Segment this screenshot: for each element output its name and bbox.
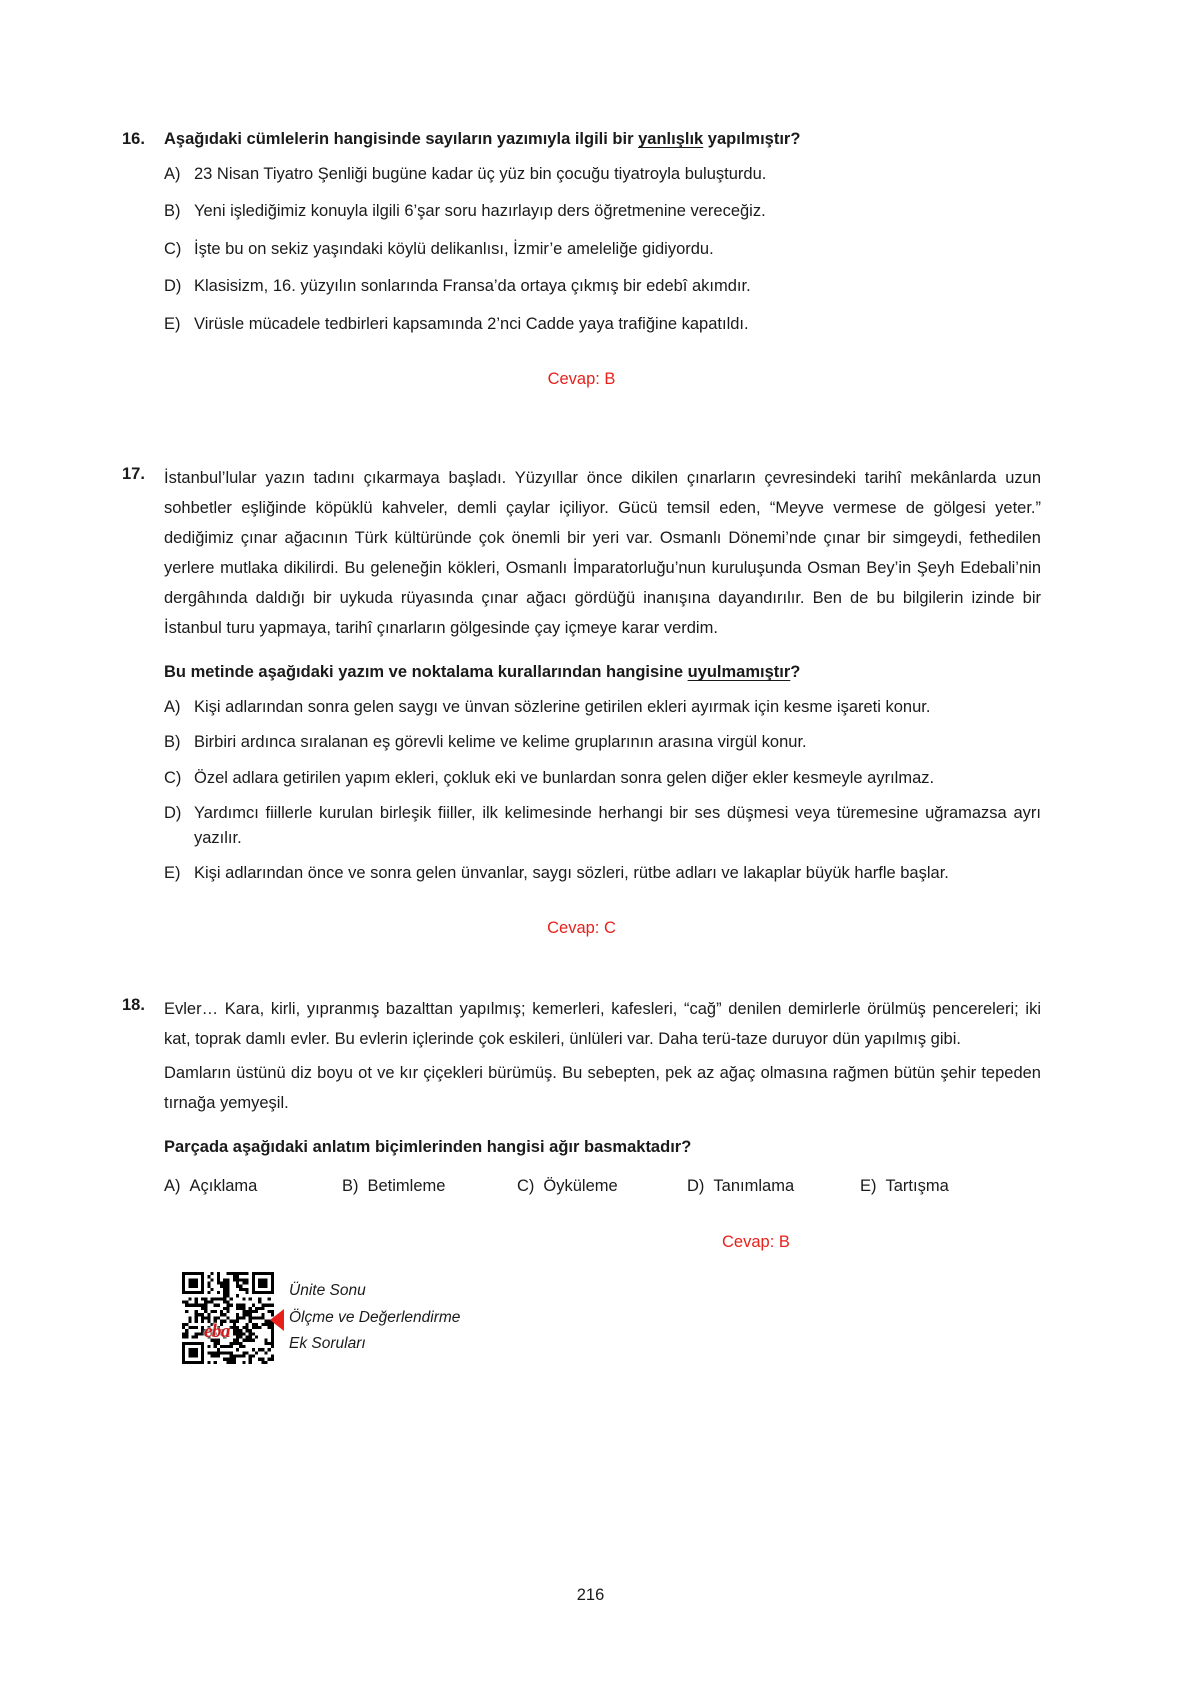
option-b-letter: B) (164, 202, 181, 221)
question-16 (122, 128, 1041, 389)
option-a-text: Kişi adlarından sonra gelen saygı ve ünvan sözlerine getirilen ekleri ayırmak için kesme işareti konur. (194, 697, 931, 716)
option-a-text: Açıklama (189, 1177, 258, 1196)
option-a-letter: A) (164, 164, 181, 183)
option-d[interactable] (164, 274, 1041, 298)
option-c[interactable] (164, 766, 1041, 790)
option-a-text: 23 Nisan Tiyatro Şenliği bugüne kadar üç yüz bin çocuğu tiyatroyla buluşturdu. (194, 164, 767, 183)
question-18-passage-2: Damların üstünü diz boyu ot ve kır çiçekleri bürümüş. Bu sebepten, pek az ağaç olmasına rağmen bütün şehir tepeden tırnağa yemyeşil. (164, 1064, 1041, 1113)
option-d-text: Yardımcı fiillerle kurulan birleşik fiiller, ilk kelimesinde herhangi bir ses düşmesi veya türemesine uğramazsa ayrı yazılır. (194, 804, 1041, 847)
option-c-letter: C) (517, 1177, 535, 1196)
question-17-stem-keyword: uyulmamıştır (687, 663, 791, 682)
option-b[interactable] (164, 730, 1041, 754)
option-c[interactable] (164, 237, 1041, 261)
option-c-letter: C) (164, 768, 182, 787)
option-d[interactable] (687, 1174, 860, 1199)
qr-footer-line-1: Ünite Sonu (289, 1282, 366, 1300)
option-e-letter: E) (860, 1177, 877, 1196)
option-e-letter: E) (164, 314, 181, 333)
qr-footer-lines (289, 1278, 460, 1358)
question-16-options (164, 162, 1041, 336)
option-a[interactable] (164, 1174, 342, 1199)
question-16-stem (164, 128, 1041, 152)
question-16-stem-post: yapılmıştır? (703, 130, 801, 148)
question-17-stem-pre: Bu metinde aşağıdaki yazım ve noktalama kurallarından hangisine (164, 663, 688, 682)
question-16-answer: Cevap: B (547, 369, 616, 388)
question-17-options (164, 695, 1041, 885)
eba-logo: eba (204, 1321, 230, 1343)
question-16-stem-keyword: yanlışlık (638, 130, 704, 148)
qr-footer-line-2: Ölçme ve Değerlendirme (289, 1308, 461, 1326)
question-18-stem: Parçada aşağıdaki anlatım biçimlerinden hangisi ağır basmaktadır? (164, 1138, 692, 1157)
option-a-letter: A) (164, 697, 181, 716)
option-e[interactable] (164, 312, 1041, 336)
qr-code[interactable] (182, 1272, 274, 1364)
question-17-stem-post: ? (790, 663, 801, 682)
question-18-options (164, 1174, 1041, 1199)
option-d-letter: D) (687, 1177, 705, 1196)
question-16-header (122, 128, 1041, 152)
option-c-letter: C) (164, 239, 182, 258)
question-18-passage-1: Evler… Kara, kirli, yıpranmış bazalttan yapılmış; kemerleri, kafesleri, “cağ” denilen demirlerle örülmüş pencereleri; iki kat, toprak damlı evler. Bu evlerin içlerinde çok eskileri, ünlüleri var. Daha terü-taze duruyor dün yapılmış gibi. (164, 1000, 1041, 1049)
option-a[interactable] (164, 162, 1041, 186)
option-b-letter: B) (342, 1177, 359, 1196)
question-18-number: 18. (122, 996, 145, 1015)
page-number: 216 (576, 1586, 605, 1604)
question-16-number: 16. (122, 130, 145, 148)
option-c-text: İşte bu on sekiz yaşındaki köylü delikanlısı, İzmir’e ameleliğe gidiyordu. (194, 239, 714, 258)
option-e-letter: E) (164, 864, 181, 882)
option-c-text: Özel adlara getirilen yapım ekleri, çokluk eki ve bunlardan sonra gelen diğer ekler kesmeyle ayrılmaz. (194, 768, 935, 787)
option-e-text: Virüsle mücadele tedbirleri kapsamında 2’nci Cadde yaya trafiğine kapatıldı. (194, 314, 749, 333)
option-d-text: Klasisizm, 16. yüzyılın sonlarında Fransa’da ortaya çıkmış bir edebî akımdır. (194, 277, 751, 296)
option-e[interactable] (860, 1174, 949, 1199)
option-d-text: Tanımlama (713, 1177, 795, 1196)
option-c[interactable] (517, 1174, 687, 1199)
question-18 (122, 994, 1041, 1252)
option-b-text: Yeni işlediğimiz konuyla ilgili 6’şar soru hazırlayıp ders öğretmenine vereceğiz. (194, 202, 766, 221)
question-16-stem-pre: Aşağıdaki cümlelerin hangisinde sayıların yazımıyla ilgili bir (164, 130, 639, 148)
question-18-answer: Cevap: B (722, 1233, 790, 1252)
question-17-stem (164, 661, 1041, 685)
option-b[interactable] (164, 199, 1041, 223)
option-d[interactable] (164, 801, 1041, 850)
spacer (122, 389, 1041, 463)
option-b-text: Birbiri ardınca sıralanan eş görevli kelime ve kelime gruplarının arasına virgül konur. (194, 733, 807, 752)
qr-footer-line-3: Ek Soruları (289, 1335, 366, 1353)
option-a[interactable] (164, 695, 1041, 719)
question-17-header (122, 463, 1041, 643)
question-18-header (122, 994, 1041, 1054)
option-a-letter: A) (164, 1177, 181, 1196)
qr-footer-text (274, 1278, 460, 1358)
option-e-text: Kişi adlarından önce ve sonra gelen ünvanlar, saygı sözleri, rütbe adları ve lakaplar büyük harfle başlar. (194, 864, 949, 882)
option-d-letter: D) (164, 804, 182, 823)
option-e-text: Tartışma (885, 1177, 949, 1196)
option-c-text: Öyküleme (543, 1177, 618, 1196)
qr-code-icon (182, 1272, 274, 1364)
option-e[interactable] (164, 861, 1041, 885)
qr-footer[interactable] (182, 1272, 1041, 1364)
option-b-letter: B) (164, 733, 181, 752)
option-b-text: Betimleme (367, 1177, 446, 1196)
question-17-passage: İstanbul’lular yazın tadını çıkarmaya başladı. Yüzyıllar önce dikilen çınarların çevresindeki tarihî mekânlarda uzun sohbetler eşliğinde köpüklü kahveler, demli çaylar içiliyor. Gücü temsil eden, “Meyve vermese de gölgesi yeter.” dediğimiz çınar ağacının Türk kültüründe çok önemli bir yeri var. Osmanlı Dönemi’nde çınar bir simgeydi, fethedilen yerlere mutlaka dikilirdi. Bu geleneğin kökleri, Osmanlı İmparatorluğu’nun kuruluşunda Osman Bey’in Şeyh Edebali’nin dergâhında daldığı bir uykuda rüyasında çınar ağacı gördüğü inanışına dayandırılır. Ben de bu bilgilerin izinde bir İstanbul turu yapmaya, tarihî çınarların gölgesinde çay içmeye karar verdim. (164, 468, 1041, 638)
question-17-answer: Cevap: C (547, 919, 616, 938)
option-d-letter: D) (164, 277, 182, 296)
question-17 (122, 463, 1041, 938)
left-arrow-icon (270, 1309, 284, 1331)
question-17-number: 17. (122, 464, 145, 483)
spacer (122, 938, 1041, 994)
option-b[interactable] (342, 1174, 517, 1199)
